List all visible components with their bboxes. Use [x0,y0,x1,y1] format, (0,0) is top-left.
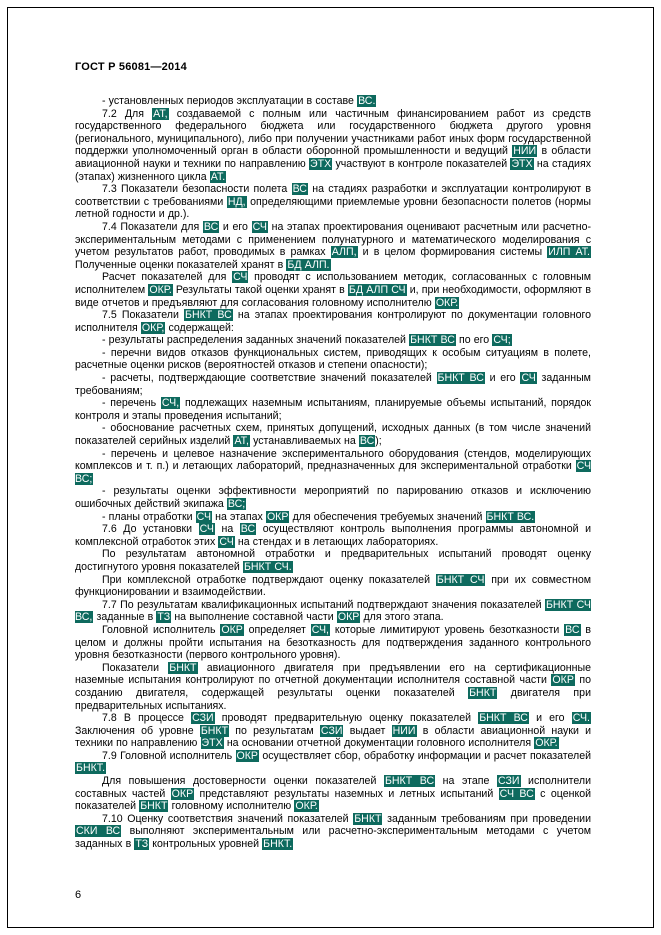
highlighted-term: СЧ ВС; [75,460,591,485]
paragraph: - перечень и целевое назначение экспериментального оборудования (стендов, моделирующих комплексов и т. п.) и летающих лабораторий, предназначенных для экспериментальной отработки СЧ ВС; [75,447,591,485]
highlighted-term: ОКР [236,749,258,762]
highlighted-term: АТ, [153,107,168,120]
highlighted-term: СЧ [196,510,212,523]
highlighted-term: НД, [227,195,246,208]
highlighted-term: БНКТ [200,724,229,737]
paragraph: 7.4 Показатели для ВС и его СЧ на этапах проектирования оценивают расчетным или расчетно-экспериментальным методами с применением полунатурного и математического моделирования с учетом результатов работ, проводимых в рамках АЛП, и в целом формирования системы ИЛП АТ. Полученные оценки показателей хранят в БД АЛП. [75,220,591,271]
highlighted-term: БНКТ [354,812,382,825]
highlighted-term: ЭТХ [310,157,332,170]
highlighted-term: БНКТ [469,686,497,699]
highlighted-term: ОКР [337,611,360,624]
page-number: 6 [75,889,82,901]
paragraph: По результатам автономной отработки и предварительных испытаний проводят оценку достигнутого уровня показателей БНКТ СЧ. [75,548,591,573]
highlighted-term: ОКР. [435,296,459,309]
paragraph: - перечни видов отказов функциональных систем, приводящих к особым ситуациям в полете, расчетные оценки рисков (вероятностей отказов и степени опасности); [75,346,591,372]
highlighted-term: ВС [203,220,219,233]
highlighted-term: БД АЛП СЧ [348,283,406,296]
highlighted-term: СЧ [252,220,267,233]
highlighted-term: СЧ; [493,334,511,347]
highlighted-term: СЧ [233,271,248,284]
paragraph: 7.10 Оценку соответствия значений показателей БНКТ заданным требованиям при проведении СКИ ВС выполняют экспериментальным или расчетно-экспериментальным методами с учетом заданных в ТЗ контрольных уровней БНКТ. [75,812,592,851]
paragraph: - результаты распределения заданных значений показателей БНКТ ВС по его СЧ; [102,334,511,347]
highlighted-term: НИИ [513,145,537,158]
highlighted-term: БНКТ [140,800,168,813]
highlighted-term: ИЛП АТ. [548,246,590,259]
highlighted-term: ОКР. [295,800,318,813]
paragraph: - расчеты, подтверждающие соответствие значений показателей БНКТ ВС и его СЧ заданным требованиям; [75,372,591,397]
highlighted-term: БНКТ СЧ ВС, [75,598,591,624]
paragraph: Головной исполнитель ОКР определяет СЧ, которые лимитируют уровень безотказности ВС в целом и должны пройти испытания на безотказность для подтверждения заданного контрольного уровня безотказности (первого контрольного уровня). [75,623,591,662]
highlighted-term: ВС [565,623,580,636]
highlighted-term: ВС [359,435,375,448]
highlighted-term: ОКР, [141,321,165,334]
highlighted-term: БНКТ ВС [185,309,232,322]
paragraph: - результаты оценки эффективности мероприятий по парированию отказов и исключению ошибочных действий экипажа ВС; [75,485,591,510]
paragraph: 7.5 Показатели БНКТ ВС на этапах проектирования контролируют по документации головного исполнителя ОКР, содержащей: [75,309,591,334]
highlighted-term: БНКТ ВС [384,775,435,788]
paragraph: - установленных периодов эксплуатации в составе ВС. [102,95,376,107]
highlighted-term: СЧ. [572,712,590,725]
highlighted-term: ВС; [227,498,246,510]
highlighted-term: БНКТ ВС [437,372,484,385]
highlighted-term: СЗИ [497,775,520,788]
paragraph: - планы отработки СЧ на этапах ОКР для обеспечения требуемых значений БНКТ ВС. [102,510,535,523]
highlighted-term: ТЗ [135,838,149,851]
highlighted-term: БД АЛП. [287,258,330,271]
highlighted-term: БНКТ СЧ [436,573,485,586]
highlighted-term: СЧ, [161,397,180,410]
highlighted-term: БНКТ ВС [479,712,528,725]
highlighted-term: ОКР. [149,283,172,296]
highlighted-term: БНКТ [169,661,197,674]
highlighted-term: НИИ [392,724,416,737]
highlighted-term: СЧ, [311,623,330,636]
highlighted-term: БНКТ СЧ. [243,560,292,573]
highlighted-term: СЧ [521,372,536,385]
document-title: ГОСТ Р 56081—2014 [75,61,187,73]
highlighted-term: СЗИ [320,724,343,737]
highlighted-term: БНКТ. [76,762,106,775]
highlighted-term: БНКТ ВС. [486,510,535,523]
paragraph: Показатели БНКТ авиационного двигателя при предъявлении его на сертификационные наземные испытания контролируют по отчетной документации исполнителя составной части ОКР по созданию двигателя, содержащей результаты оценки показателей БНКТ двигателя при предварительных испытаниях. [75,661,591,712]
paragraph: Расчет показателей для СЧ проводят с использованием методик, согласованных с головным исполнителем ОКР. Результаты такой оценки хранят в БД АЛП СЧ и, при необходимости, оформляют в виде отчетов и предъявляют для согласования головному исполнителю ОКР. [75,271,591,309]
highlighted-term: СЧ ВС [499,787,534,800]
highlighted-term: ЭТХ [201,737,223,750]
highlighted-term: СЧ [219,535,234,548]
highlighted-term: БНКТ. [263,838,293,851]
highlighted-term: ОКР [266,510,289,523]
highlighted-term: ОКР [171,787,194,800]
highlighted-term: ОКР [221,623,243,636]
highlighted-term: ОКР. [535,737,558,750]
paragraph: 7.7 По результатам квалификационных испытаний подтверждают значения показателей БНКТ СЧ ВС, заданные в ТЗ на выполнение составной части ОКР для этого этапа. [75,598,591,624]
paragraph: 7.3 Показатели безопасности полета ВС на стадиях разработки и эксплуатации контролируют в соответствии с требованиями НД, определяющими приемлемые уровни безопасности полетов (нормы летной годности и др.). [75,183,592,221]
highlighted-term: СЧ [199,523,214,536]
document-body [75,95,591,851]
highlighted-term: АТ, [234,435,249,448]
highlighted-term: СЗИ [192,712,214,725]
paragraph: 7.6 До установки СЧ на ВС осуществляют контроль выполнения программы автономной и комплексной отработок этих СЧ на стендах и в летающих лабораториях. [75,523,591,548]
highlighted-term: АЛП, [331,246,357,259]
highlighted-term: ВС [292,183,307,196]
highlighted-term: ТЗ [157,611,171,624]
paragraph: 7.2 Для АТ, создаваемой с полным или частичным финансированием работ из средств государственного федерального бюджета или государственного бюджета другого уровня (регионального, муниципального), либо при получении участниками работ иных форм государственной поддержки уполномоченный орган в области оборонной промышленности и ведущий НИИ в области авиационной науки и техники по направлению ЭТХ участвуют в контроле показателей ЭТХ на стадиях (этапах) жизненного цикла АТ. [75,107,591,183]
highlighted-term: ВС. [358,95,376,107]
paragraph: При комплексной отработке подтверждают оценку показателей БНКТ СЧ при их совместном функционировании и взаимодействии. [75,573,591,599]
paragraph: Для повышения достоверности оценки показателей БНКТ ВС на этапе СЗИ исполнители составных частей ОКР представляют результаты наземных и летных испытаний СЧ ВС с оценкой показателей БНКТ головному исполнителю ОКР. [75,775,592,813]
paragraph: - обоснование расчетных схем, принятых допущений, исходных данных (в том числе значений показателей серийных изделий АТ, устанавливаемых на ВС); [75,422,591,448]
paragraph: - перечень СЧ, подлежащих наземным испытаниям, планируемые объемы испытаний, порядок контроля и этапы проведения испытаний; [75,397,591,422]
highlighted-term: АТ. [210,170,226,183]
highlighted-term: ЭТХ [511,157,533,170]
highlighted-term: ОКР [552,674,574,687]
paragraph: 7.8 В процессе СЗИ проводят предварительную оценку показателей БНКТ ВС и его СЧ. Заключения об уровне БНКТ по результатам СЗИ выдает НИИ в области авиационной науки и техники по направлению ЭТХ на основании отчетной документации головного исполнителя ОКР. [75,712,592,750]
highlighted-term: ВС [240,523,256,536]
highlighted-term: СКИ ВС [76,825,121,838]
paragraph: 7.9 Головной исполнитель ОКР осуществляет сбор, обработку информации и расчет показателей БНКТ. [76,749,591,775]
highlighted-term: БНКТ ВС [410,334,455,347]
